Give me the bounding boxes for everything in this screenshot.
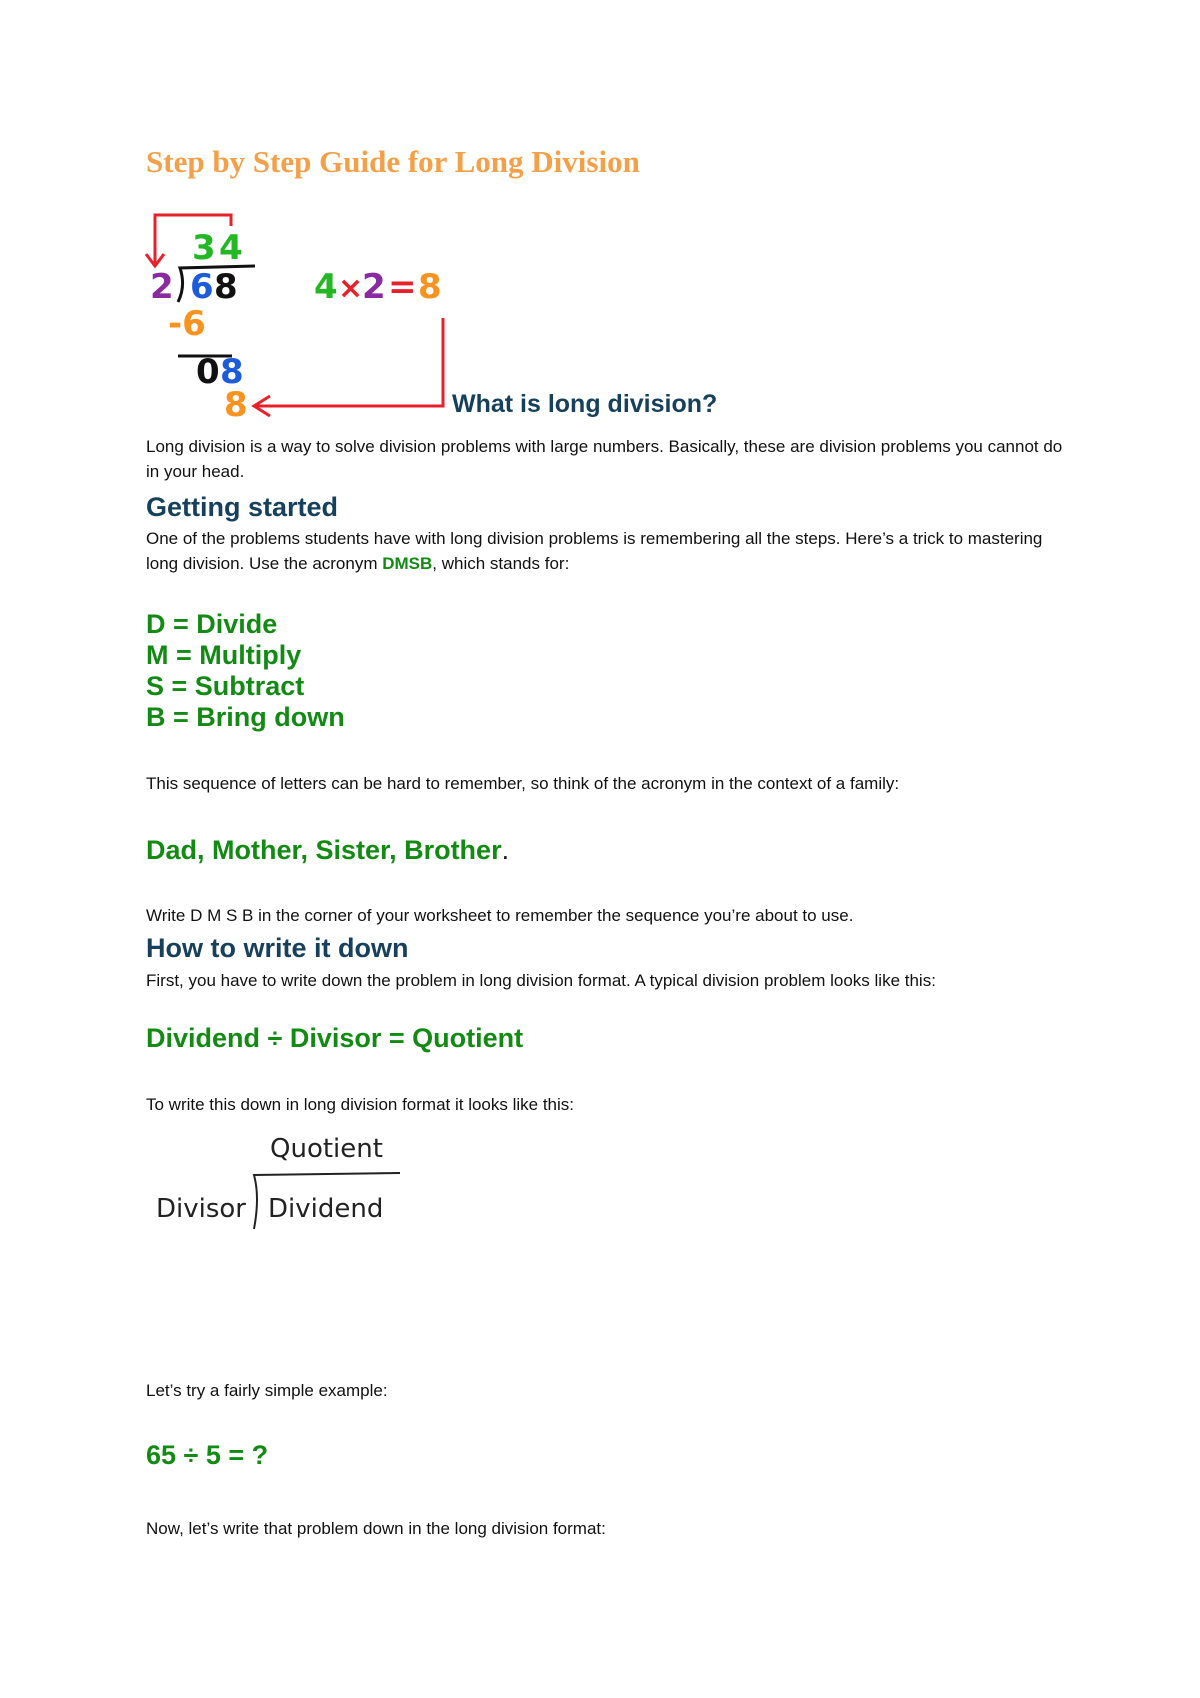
equation-b: 2 <box>362 267 386 307</box>
step-subtract: S = Subtract <box>146 671 305 701</box>
paragraph-example-intro: Let’s try a fairly simple example: <box>146 1381 388 1400</box>
step-divide: D = Divide <box>146 609 278 639</box>
step-bring-down: B = Bring down <box>146 702 345 732</box>
long-division-format-diagram <box>150 1125 410 1240</box>
heading-what-is-long-division: What is long division? <box>452 390 718 418</box>
divisor-digit: 2 <box>150 267 174 307</box>
formula: Dividend ÷ Divisor = Quotient <box>146 1023 524 1053</box>
equation-equals: = <box>388 267 417 307</box>
paragraph-how: First, you have to write down the problem in long division format. A typical division problem looks like this: <box>146 971 936 990</box>
format-quotient-label: Quotient <box>270 1134 383 1164</box>
paragraph-write-dmsb: Write D M S B in the corner of your worksheet to remember the sequence you’re about to use. <box>146 906 854 925</box>
heading-how-to-write: How to write it down <box>146 933 409 963</box>
getting-text-2: , which stands for: <box>432 554 570 573</box>
remainder-digit-1: 0 <box>196 352 220 392</box>
paragraph-sequence: This sequence of letters can be hard to remember, so think of the acronym in the context of a family: <box>146 774 900 793</box>
result-arrow <box>255 318 443 406</box>
equation-a: 4 <box>314 267 338 307</box>
acronym-dmsb: DMSB <box>382 554 433 573</box>
dividend-digit-2: 8 <box>214 267 238 307</box>
family-words: Dad, Mother, Sister, Brother <box>146 835 502 865</box>
format-dividend-label: Dividend <box>268 1194 384 1224</box>
paragraph-what: Long division is a way to solve division problems with large numbers. Basically, these are division problems you cannot do in your head. <box>146 437 1063 481</box>
heading-getting-started: Getting started <box>146 492 339 522</box>
paragraph-format: To write this down in long division format it looks like this: <box>146 1095 575 1114</box>
family-mnemonic <box>146 835 509 866</box>
quotient-digit-2: 4 <box>219 228 243 268</box>
step-multiply: M = Multiply <box>146 640 302 670</box>
page-title: Step by Step Guide for Long Division <box>146 144 640 179</box>
format-divisor-label: Divisor <box>156 1194 246 1224</box>
remainder-digit-2: 8 <box>220 352 244 392</box>
equation-result: 8 <box>418 267 442 307</box>
family-period: . <box>501 835 510 865</box>
paragraph-final: Now, let’s write that problem down in the long division format: <box>146 1519 606 1538</box>
dividend-digit-1: 6 <box>190 267 214 307</box>
subtract-step: -6 <box>168 304 206 344</box>
brought-down-digit: 8 <box>224 385 248 425</box>
getting-text-1: One of the problems students have with long division problems is remembering all the steps. Here’s a trick to mastering long division. Use the acronym <box>146 529 1043 573</box>
quotient-digit-1: 3 <box>192 228 216 268</box>
equation-op: × <box>338 271 364 306</box>
example-problem: 65 ÷ 5 = ? <box>146 1440 269 1470</box>
long-division-example-diagram <box>140 210 470 425</box>
paragraph-getting-started <box>146 526 1066 576</box>
